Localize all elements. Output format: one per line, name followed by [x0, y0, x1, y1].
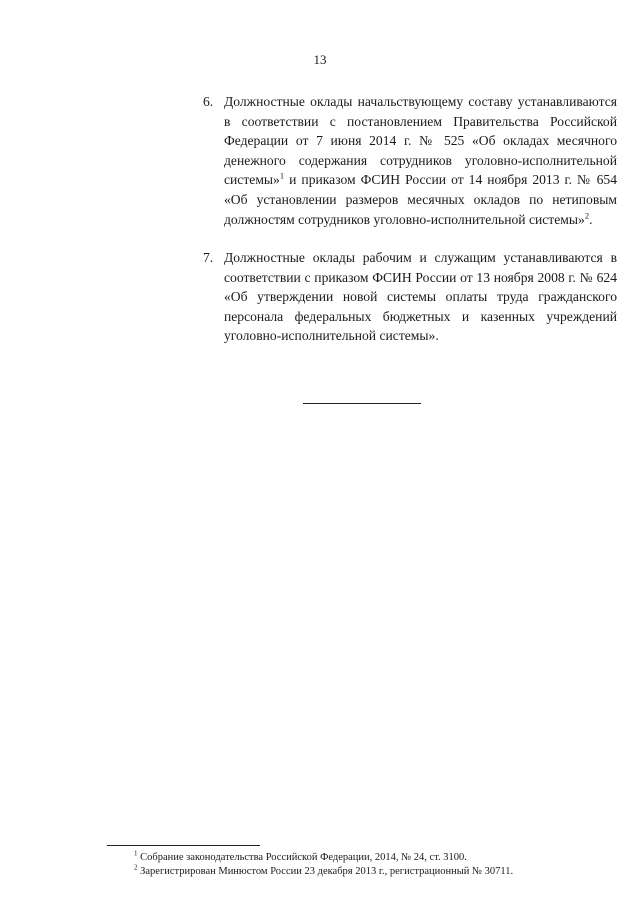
footnote-text: Зарегистрирован Минюстом России 23 декабря 2013 г., регистрационный № 30711. — [137, 866, 514, 877]
section-divider — [303, 403, 421, 404]
item-text-part: Должностные оклады начальствующему составу устанавливаются в соответствии с постановлением Правительства Российской Федерации от 7 июня 2014 г. № 525 «Об окладах месячного денежного содержания сотрудников уголовно-исполнительной системы» — [224, 94, 617, 188]
footnote — [134, 865, 604, 879]
item-text-part: . — [589, 211, 593, 227]
footnote-marker: 1 — [134, 849, 138, 858]
list-item — [203, 248, 617, 346]
footnote-text: Собрание законодательства Российской Федерации, 2014, № 24, ст. 3100. — [137, 852, 467, 863]
list-item-number: 7. — [203, 250, 214, 265]
footnote-reference: 1 — [279, 170, 285, 181]
list-item — [203, 92, 617, 229]
list-item-text — [224, 92, 617, 229]
item-text-part: и приказом ФСИН России от 14 ноября 2013 г. № 654 «Об установлении размеров месячных окладов по нетиповым должностям сотрудников уголовно-исполнительной системы» — [224, 172, 617, 227]
footnote-marker: 2 — [134, 863, 138, 872]
footnote — [134, 851, 604, 865]
footnote-reference: 2 — [584, 210, 590, 221]
list-item-text: Должностные оклады рабочим и служащим устанавливаются в соответствии с приказом ФСИН России от 13 ноября 2008 г. № 624 «Об утверждении новой системы оплаты труда гражданского персонала федеральных бюджетных и казенных учреждений уголовно-исполнительной системы». — [224, 250, 617, 344]
list-item-number: 6. — [203, 94, 214, 109]
page-number: 13 — [313, 52, 327, 67]
footnote-divider — [107, 845, 260, 846]
